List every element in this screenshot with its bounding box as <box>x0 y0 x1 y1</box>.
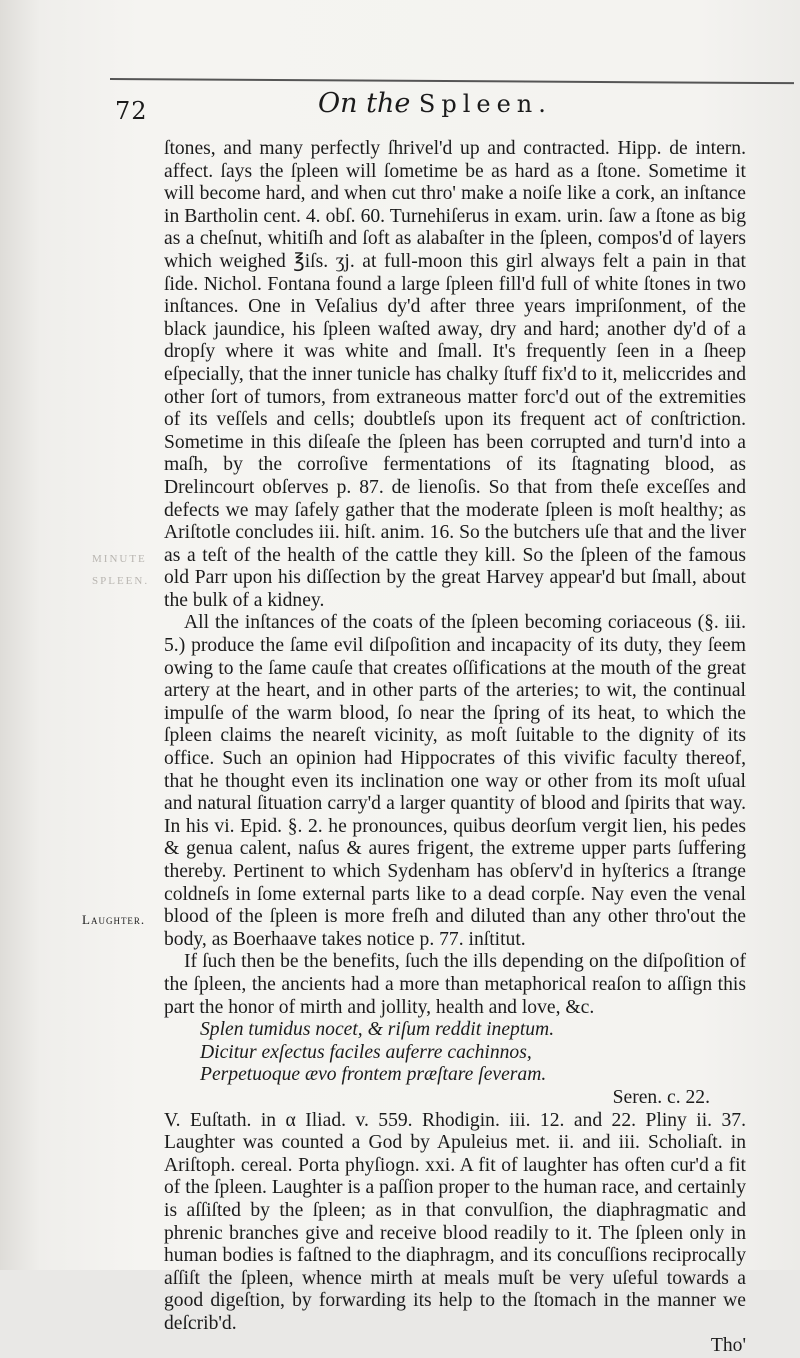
page-number: 72 <box>115 97 148 125</box>
paragraph-3: If ſuch then be the benefits, ſuch the ills depending on the diſpoſition of the ſpleen, the ancients had a more than metaphorical reaſon to aſſign this part the honor of mirth and jollity, health and love, &c. <box>164 951 746 1018</box>
verse-line-1: Splen tumidus nocet, & riſum reddit ineptum. <box>200 1019 555 1041</box>
header-rule <box>110 78 794 84</box>
verse-reference: Seren. c. 22. <box>612 1086 710 1108</box>
show-through-text: MINUTE SPLEEN. <box>92 553 150 587</box>
running-head-italic: On the <box>318 88 411 119</box>
verse-line-2: Dicitur exſectus faciles auferre cachinnos, <box>200 1041 532 1063</box>
paragraph-4: V. Euſtath. in α Iliad. v. 559. Rhodigin. iii. 12. and 22. Pliny ii. 37. Laughter was counted a God by Apuleius met. ii. and iii. Scholiaſt. in Ariſtoph. cereal. Porta phyſiogn. xxi. A fit of laughter has often cur'd a fit of the ſpleen. Laughter is a paſſion proper to the human race, and certainly is aſſiſted by the ſpleen; as in that convulſion, the diaphragmatic and phrenic branches give and receive blood readily to it. The ſpleen only in human bodies is faſtned to the diaphragm, and its concuſſions reciprocally aſſiſt the ſpleen, whence mirth at meals muſt be very uſeful towards a good digeſtion, by forwarding its help to the ſtomach in the manner we deſcrib'd. <box>164 1109 746 1334</box>
body-text <box>164 138 746 1358</box>
running-head-caps: Spleen. <box>418 90 552 118</box>
paragraph-2: All the inſtances of the coats of the ſpleen becoming coriaceous (§. iii. 5.) produce the ſame evil diſpoſition and incapacity of its duty, they ſeem owing to the ſame cauſe that creates oſſifications at the mouth of the great artery at the heart, and in other parts of the arteries; to wit, the continual impulſe of the warm blood, ſo near the ſpring of its heat, to which the ſpleen claims the neareſt vicinity, as moſt ſuitable to the dignity of its office. Such an opinion had Hippocrates of this vivific faculty thereof, that he thought even its inclination one way or other from its moſt uſual and natural ſituation carry'd a larger quantity of blood and ſpirits that way. In his vi. Epid. §. 2. he pronounces, quibus deorſum vergit lien, his pedes & genua calent, naſus & aures frigent, the extreme upper parts ſuffering thereby. Pertinent to which Sydenham has obſerv'd in hyſterics a ſtrange coldneſs in ſome external parts like to a dead corpſe. Nay even the venal blood of the ſpleen is more freſh and diluted than any other thro'out the body, as Boerhaave takes notice p. 77. inſtitut. <box>164 612 746 950</box>
verse-line-3: Perpetuoque ævo frontem præſtare ſeveram. <box>200 1064 547 1086</box>
paragraph-1: ſtones, and many perfectly ſhrivel'd up and contracted. Hipp. de intern. affect. ſays the ſpleen will ſometime be as hard as a ſtone. Sometime it will become hard, and when cut thro' make a noiſe like a cork, an inſtance in Bartholin cent. 4. obſ. 60. Turnehiſerus in exam. urin. ſaw a ſtone as big as a cheſnut, whitiſh and ſoft as alabaſter in the ſpleen, compos'd of layers which weighed ℥iſs. ʒj. at full-moon this girl always felt a pain in that ſide. Nichol. Fontana found a large ſpleen fill'd full of white ſtones in two inſtances. One in Veſalius dy'd after three years impriſonment, of the black jaundice, his ſpleen waſted away, dry and hard; another dy'd of a dropſy where it was white and ſmall. It's frequently ſeen in a ſheep eſpecially, that the inner tunicle has chalky ſtuff fix'd to it, meliccrides and other ſort of tumors, from extraneous matter forc'd out of the extremities of its veſſels and cells; doubtleſs upon its frequent act of conſtriction. Sometime in this diſeaſe the ſpleen has been corrupted and turn'd into a maſh, by the corroſive fermentations of its ſtagnating blood, as Drelincourt obſerves p. 87. de lienoſis. So that from theſe exceſſes and defects we may ſafely gather that the moderate ſpleen is moſt healthy; as Ariſtotle concludes iii. hiſt. anim. 16. So the butchers uſe that and the liver as a teſt of the health of the cattle they kill. So the ſpleen of the famous old Parr upon his diſſection by the great Harvey appear'd but ſmall, about the bulk of a kidney. <box>164 138 746 611</box>
catchword: Tho' <box>710 1335 746 1357</box>
running-head <box>318 88 552 119</box>
margin-note-laughter: Laughter. <box>82 912 146 927</box>
